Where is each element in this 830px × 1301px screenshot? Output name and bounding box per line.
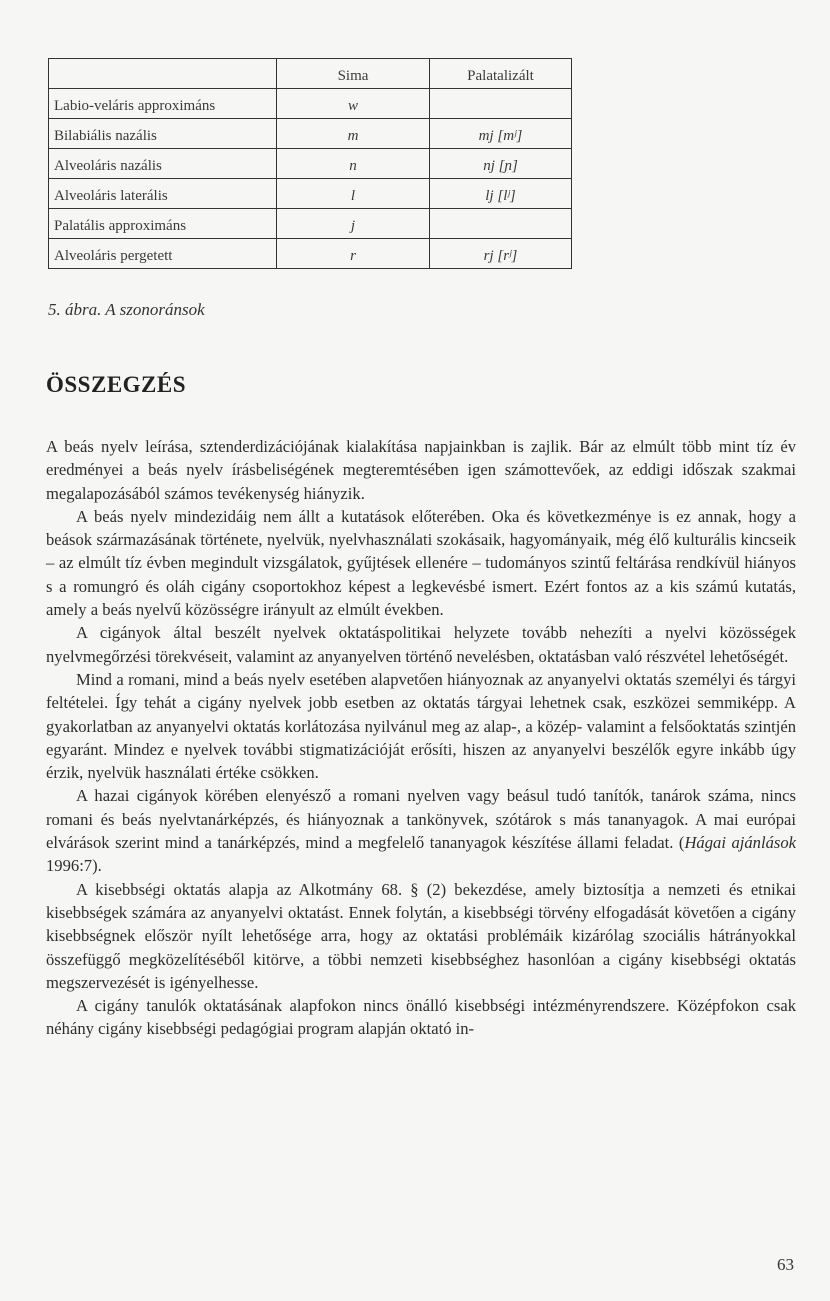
plain-value: r: [350, 248, 356, 264]
paragraph: A cigány tanulók oktatásának alapfokon nincs önálló kisebbségi intézményrendszere. Középfokon csak néhány cigány kisebbségi pedagógiai program alapján oktató in-: [46, 996, 796, 1039]
row-label: Bilabiális nazális: [49, 119, 277, 149]
paragraph: A kisebbségi oktatás alapja az Alkotmány 68. § (2) bekezdése, amely biztosítja a nemzeti és etnikai kisebbségek számára az anyanyelvi oktatást. Ennek folytán, a kisebbségi törvény elfogadását követően a cigány kisebbségnek először nyílt lehetősége arra, hogy az oktatási problémáik kizárólag szociális hátrányokkal összefüggő megközelítéséből kitörve, a többi nemzeti kisebbséghez hasonlóan a cigány kisebbségi oktatás megszervezését is igényelhesse.: [46, 879, 796, 992]
row-label: Alveoláris pergetett: [49, 239, 277, 269]
row-label: Labio-veláris approximáns: [49, 89, 277, 119]
table-row: [49, 239, 572, 269]
paragraph: A cigányok által beszélt nyelvek oktatáspolitikai helyzete tovább nehezíti a nyelvi közösségek nyelvmegőrzési törekvéseit, valamint az anyanyelven történő nevelésben, oktatásban való részvétel lehetőségét.: [46, 623, 796, 666]
plain-value: j: [350, 218, 356, 234]
paragraph-text: 1996:7).: [46, 856, 102, 876]
paragraph: A beás nyelv mindezidáig nem állt a kutatások előterében. Oka és következménye is ez annak, hogy a beások származásának története, nyelvük, nyelvhasználati szokásaik, hagyományaik, még élő kulturális kincseik – az elmúlt tíz évben megindult vizsgálatok, gyűjtések ellenére – tudományos szintű feltárása rendkívül hiányos s a romungró és oláh cigány csoportokhoz képest a legkevésbé ismert. Ezért fontos az a kis számú kutatás, amely a beás nyelvű közösségre irányult az elmúlt években.: [46, 506, 796, 620]
row-label: Palatális approximáns: [49, 209, 277, 239]
page-number: 63: [777, 1255, 794, 1274]
paragraph-text: A hazai cigányok körében elenyésző a romani nyelven vagy beásul tudó tanítók, tanárok száma, nincs romani és beás nyelvtanárképzés, és hiányoznak a tankönyvek, szótárok s más tananyagok. A mai európai elvárások szerint mind a tanárképzés, mind a megfelelő tananyagok készítése állami feladat. (: [46, 786, 796, 853]
palatalized-value: mj [mʲ]: [478, 128, 523, 144]
table-row: [49, 179, 572, 209]
palatalized-value: rj [rʲ]: [483, 248, 518, 264]
table-row: [49, 149, 572, 179]
plain-value: n: [349, 158, 357, 174]
paragraph: [46, 784, 796, 877]
plain-value: w: [347, 98, 358, 114]
figure-caption: 5. ábra. A szonoránsok: [48, 300, 205, 319]
palatalized-value: nj [ɲ]: [483, 158, 518, 174]
plain-value: m: [347, 128, 359, 144]
row-label: Alveoláris laterális: [49, 179, 277, 209]
table-row: [49, 89, 572, 119]
table-header-cell: Palatalizált: [430, 59, 572, 89]
citation: Hágai ajánlások: [684, 833, 796, 853]
table-header-cell: Sima: [277, 59, 430, 89]
row-label: Alveoláris nazális: [49, 149, 277, 179]
table-row: [49, 119, 572, 149]
palatalized-value: lj [lʲ]: [485, 188, 516, 204]
paragraph: A beás nyelv leírása, sztenderdizációjának kialakítása napjainkban is zajlik. Bár az elmúlt több mint tíz év eredményei a beás nyelv írásbeliségének megteremtésében igen számottevőek, az eddigi időszak szakmai megalapozásából számos tevékenység hiányzik.: [46, 437, 796, 503]
plain-value: l: [350, 188, 356, 204]
table-row: [49, 209, 572, 239]
table-header-row: [49, 59, 572, 89]
sonorants-table: [48, 58, 572, 269]
body-text: [46, 435, 796, 1041]
section-heading: ÖSSZEGZÉS: [46, 372, 187, 397]
table-header-cell: [49, 59, 277, 89]
paragraph: Mind a romani, mind a beás nyelv esetében alapvetően hiányoznak az anyanyelvi oktatás személyi és tárgyi feltételei. Így tehát a cigány nyelvek jobb esetben az oktatás tárgyai lehetnek csak, eszközei semmiképp. A gyakorlatban az anyanyelvi oktatás korlátozása nyilvánul meg az alap-, a közép- valamint a felsőoktatás szintjén egyaránt. Mindez e nyelvek további stigmatizációját erősíti, hiszen az anyanyelvi beszélők egyre inkább úgy érzik, nyelvük használati értéke csökken.: [46, 669, 796, 783]
